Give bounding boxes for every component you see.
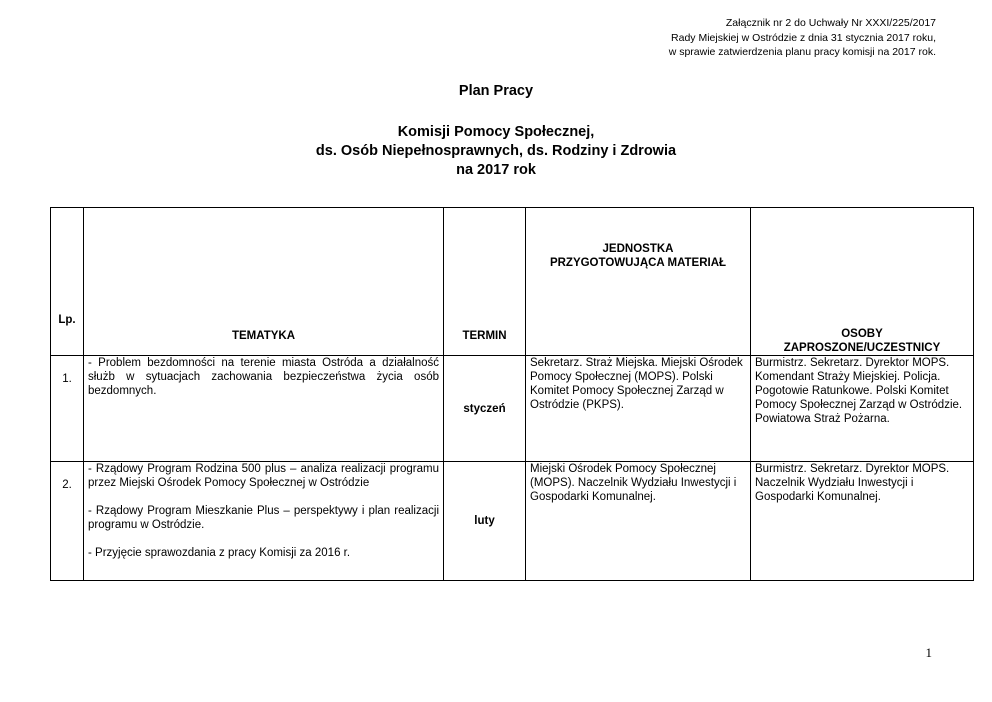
attachment-note-line: w sprawie zatwierdzenia planu pracy komisji na 2017 rok. [668,46,936,58]
header-osoby: OSOBY ZAPROSZONE/UCZESTNICY [751,208,974,356]
row-termin: luty [444,462,526,581]
header-tematyka: TEMATYKA [84,208,444,356]
row-osoby: Burmistrz. Sekretarz. Dyrektor MOPS. Naczelnik Wydziału Inwestycji i Gospodarki Komunalnej. [751,462,974,581]
row-tematyka [84,356,444,462]
table-row [51,356,974,462]
table-row [51,462,974,581]
work-plan-table [50,207,974,581]
row-jednostka: Sekretarz. Straż Miejska. Miejski Ośrodek Pomocy Społecznej (MOPS). Polski Komitet Pomocy Społecznej Zarząd w Ostródzie (PKPS). [526,356,751,462]
row-termin: styczeń [444,356,526,462]
row-lp: 2. [51,462,84,581]
row-osoby: Burmistrz. Sekretarz. Dyrektor MOPS. Komendant Straży Miejskiej. Policja. Pogotowie Ratunkowe. Polski Komitet Pomocy Społecznej Zarząd w Ostródzie. Powiatowa Straż Pożarna. [751,356,974,462]
row-lp: 1. [51,356,84,462]
row-tematyka [84,462,444,581]
header-jednostka: JEDNOSTKA PRZYGOTOWUJĄCA MATERIAŁ [526,208,751,356]
header-termin: TERMIN [444,208,526,356]
attachment-note [336,16,936,60]
topic-item: - Rządowy Program Mieszkanie Plus – perspektywy i plan realizacji programu w Ostródzie. [88,505,439,531]
topic-item: - Problem bezdomności na terenie miasta Ostróda a działalność służb w sytuacjach zachowania bezpieczeństwa życia osób bezdomnych. [88,357,439,397]
table-header-row [51,208,974,356]
document-subtitle [0,123,992,180]
subtitle-line: Komisji Pomocy Społecznej, [397,124,595,140]
page-number: 1 [925,645,932,660]
topic-item: - Rządowy Program Rodzina 500 plus – analiza realizacji programu przez Miejski Ośrodek Pomocy Społecznej w Ostródzie [88,463,439,489]
subtitle-line: na 2017 rok [456,162,536,178]
attachment-note-line: Rady Miejskiej w Ostródzie z dnia 31 stycznia 2017 roku, [671,31,936,44]
document-title: Plan Pracy [458,83,534,99]
header-lp: Lp. [51,208,84,356]
subtitle-line: ds. Osób Niepełnosprawnych, ds. Rodziny i Zdrowia [315,143,677,159]
attachment-note-line: Załącznik nr 2 do Uchwały Nr XXXI/225/2017 [725,17,936,29]
row-jednostka: Miejski Ośrodek Pomocy Społecznej (MOPS). Naczelnik Wydziału Inwestycji i Gospodarki Komunalnej. [526,462,751,581]
topic-item: - Przyjęcie sprawozdania z pracy Komisji za 2016 r. [88,547,351,559]
